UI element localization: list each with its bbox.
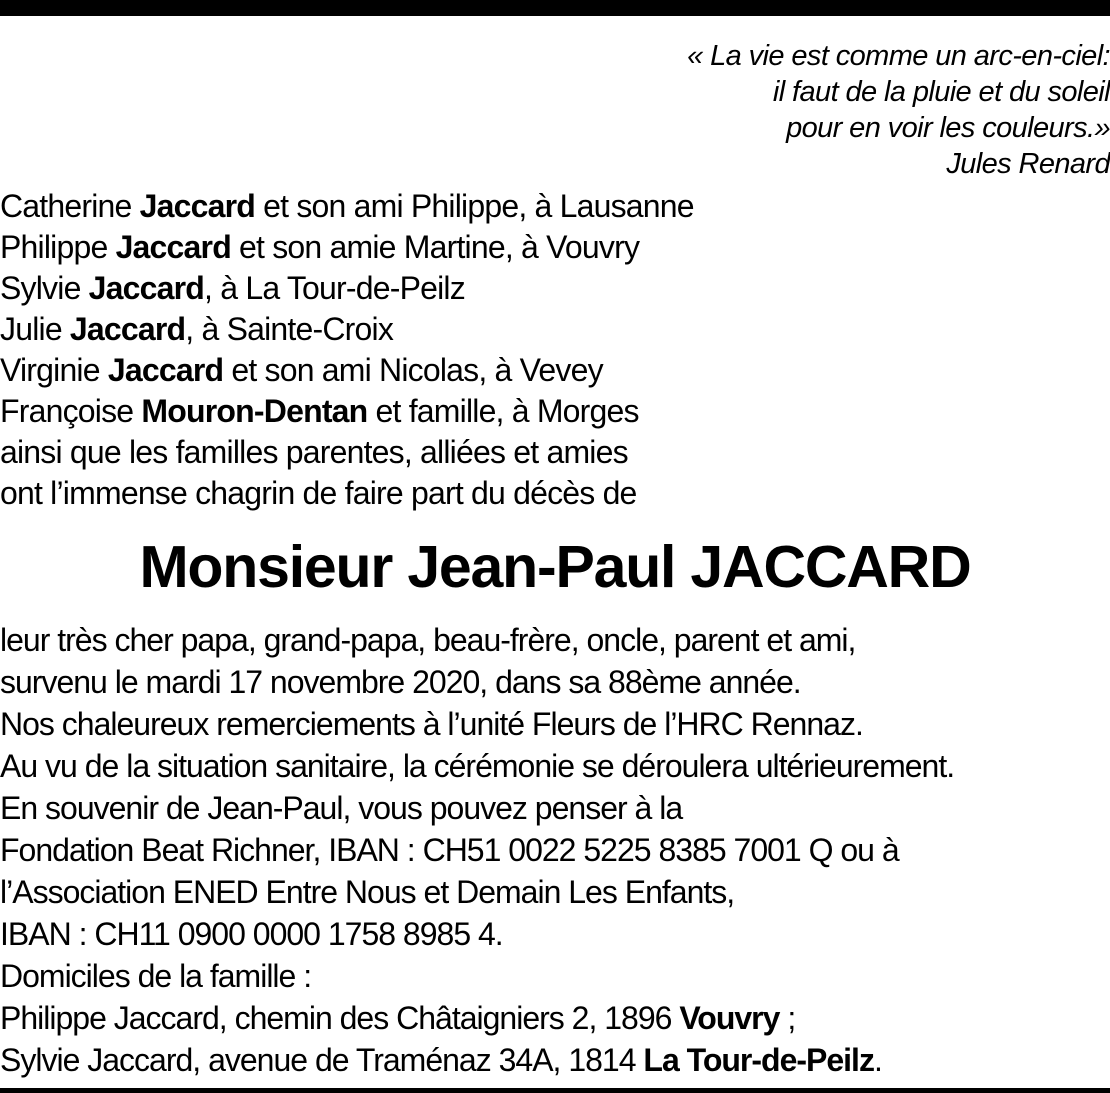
quote-author: Jules Renard (946, 148, 1110, 180)
family-line (0, 268, 694, 309)
body-line (0, 829, 954, 871)
family-line-text: Philippe (0, 229, 116, 265)
family-surname: Jaccard (115, 229, 231, 265)
family-line-text: et famille, à Morges (367, 393, 639, 429)
family-line-text: ainsi que les familles parentes, alliées et amies (0, 434, 628, 470)
body-line-text: Sylvie Jaccard, avenue de Traménaz 34A, 1814 (0, 1042, 644, 1078)
body-line-text: l’Association ENED Entre Nous et Demain Les Enfants, (0, 874, 735, 910)
body-bold-text: La Tour-de-Peilz (643, 1042, 874, 1078)
family-line (0, 350, 694, 391)
quote-line: il faut de la pluie et du soleil (772, 76, 1110, 108)
bottom-border-rule (0, 1088, 1110, 1093)
family-line-text: Catherine (0, 188, 140, 224)
body-line-text: Domiciles de la famille : (0, 958, 312, 994)
deceased-name-heading: Monsieur Jean-Paul JACCARD (139, 534, 971, 600)
family-line-text: ont l’immense chagrin de faire part du décès de (0, 475, 637, 511)
family-line (0, 432, 694, 473)
body-line-text: Au vu de la situation sanitaire, la cérémonie se déroulera ultérieurement. (0, 748, 955, 784)
body-line-text: En souvenir de Jean-Paul, vous pouvez penser à la (0, 790, 683, 826)
family-surname: Jaccard (139, 188, 256, 224)
body-line (0, 787, 954, 829)
body-line-text: ; (779, 1000, 796, 1036)
family-line-text: et son amie Martine, à Vouvry (230, 229, 640, 265)
family-surname: Mouron-Dentan (141, 393, 368, 429)
body-line-text: Fondation Beat Richner, IBAN : CH51 0022 5225 8385 7001 Q ou à (0, 832, 899, 868)
top-border-rule (0, 0, 1110, 16)
epigraph-quote (687, 38, 1110, 182)
family-line (0, 186, 694, 227)
body-line-text: IBAN : CH11 0900 0000 1758 8985 4. (0, 916, 503, 952)
body-line (0, 619, 954, 661)
body-line (0, 955, 954, 997)
family-line-text: Françoise (0, 393, 142, 429)
family-list (0, 186, 694, 514)
family-line-text: Virginie (0, 352, 108, 388)
family-line (0, 473, 694, 514)
body-line-text: . (873, 1042, 882, 1078)
body-line (0, 661, 954, 703)
family-line (0, 309, 694, 350)
body-line (0, 997, 954, 1039)
body-line-text: leur très cher papa, grand-papa, beau-frère, oncle, parent et ami, (0, 622, 856, 658)
quote-line: pour en voir les couleurs.» (786, 112, 1110, 144)
family-surname: Jaccard (107, 352, 224, 388)
quote-line: « La vie est comme un arc-en-ciel: (687, 40, 1110, 72)
family-line-text: et son ami Nicolas, à Vevey (223, 352, 603, 388)
family-line-text: Julie (0, 311, 70, 347)
body-line (0, 871, 954, 913)
family-line-text: , à Sainte-Croix (185, 311, 394, 347)
body-line (0, 703, 954, 745)
body-line-text: Philippe Jaccard, chemin des Châtaigniers 2, 1896 (0, 1000, 680, 1036)
body-line-text: Nos chaleureux remerciements à l’unité Fleurs de l’HRC Rennaz. (0, 706, 863, 742)
family-line-text: Sylvie (0, 270, 89, 306)
body-line-text: survenu le mardi 17 novembre 2020, dans sa 88ème année. (0, 664, 801, 700)
family-line-text: , à La Tour-de-Peilz (204, 270, 465, 306)
announcement-body (0, 619, 954, 1081)
body-line (0, 1039, 954, 1081)
body-bold-text: Vouvry (679, 1000, 780, 1036)
family-line (0, 227, 694, 268)
family-surname: Jaccard (69, 311, 186, 347)
family-line-text: et son ami Philippe, à Lausanne (255, 188, 694, 224)
body-line (0, 745, 954, 787)
body-line (0, 913, 954, 955)
family-surname: Jaccard (88, 270, 205, 306)
family-line (0, 391, 694, 432)
